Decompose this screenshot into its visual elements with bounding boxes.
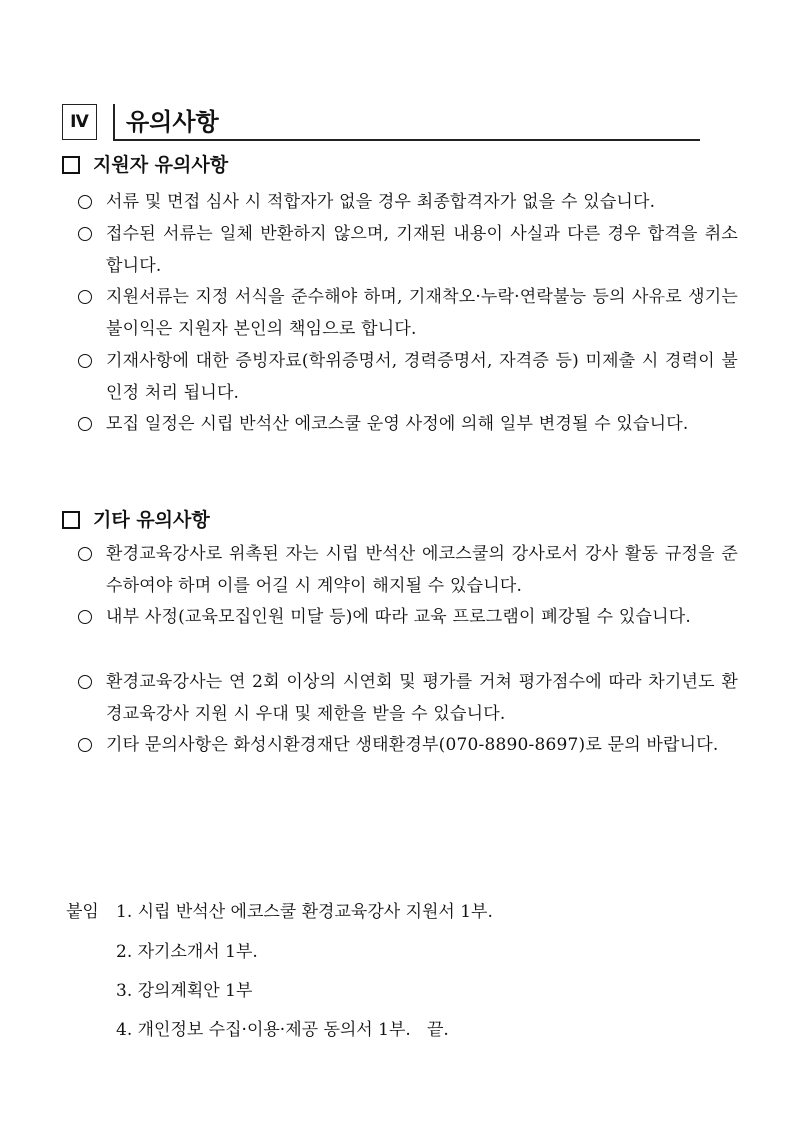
list-item <box>78 345 738 409</box>
attachment-item <box>116 1010 449 1050</box>
circle-bullet-icon <box>78 195 92 209</box>
list-item-text: 모집 일정은 시립 반석산 에코스쿨 운영 사정에 의해 일부 변경될 수 있습니다. <box>106 414 689 434</box>
circle-bullet-icon <box>78 738 92 752</box>
section-title: 유의사항 <box>126 108 219 136</box>
list-item <box>78 538 738 602</box>
section-number: Ⅳ <box>70 112 89 132</box>
attachment-item: 3. 강의계획안 1부 <box>116 981 253 1001</box>
circle-bullet-icon <box>78 227 92 241</box>
square-bullet-icon <box>62 511 80 529</box>
list-item <box>78 729 738 761</box>
list-item-text: 지원서류는 지정 서식을 준수해야 하며, 기재착오·누락·연락불능 등의 사유로 생기는 불이익은 지원자 본인의 책임으로 합니다. <box>106 287 738 339</box>
list-item-text: 환경교육강사로 위촉된 자는 시립 반석산 에코스쿨의 강사로서 강사 활동 규정을 준수하여야 하며 이를 어길 시 계약이 해지될 수 있습니다. <box>106 544 738 596</box>
attachment-item-text: 4. 개인정보 수집·이용·제공 동의서 1부. 끝. <box>116 1020 449 1040</box>
list-item <box>78 666 738 730</box>
circle-bullet-icon <box>78 290 92 304</box>
list-item-text: 기재사항에 대한 증빙자료(학위증명서, 경력증명서, 자격증 등) 미제출 시 경력이 불인정 처리 됩니다. <box>106 351 738 403</box>
list-item <box>78 601 738 633</box>
list-item <box>78 218 738 282</box>
square-bullet-icon <box>62 156 80 174</box>
circle-bullet-icon <box>78 675 92 689</box>
circle-bullet-icon <box>78 610 92 624</box>
circle-bullet-icon <box>78 547 92 561</box>
section-number-box <box>62 104 97 140</box>
attachments-label: 붙임 <box>66 902 99 922</box>
other-notes-heading <box>62 506 210 534</box>
list-item-text: 서류 및 면접 심사 시 적합자가 없을 경우 최종합격자가 없을 수 있습니다. <box>106 192 656 212</box>
circle-bullet-icon <box>78 417 92 431</box>
applicant-notes-heading <box>62 151 228 179</box>
applicant-notes-heading-text: 지원자 유의사항 <box>93 154 229 176</box>
list-item <box>78 281 738 345</box>
section-divider-bar <box>113 104 115 140</box>
list-item <box>78 408 738 440</box>
section-underline <box>113 139 700 141</box>
circle-bullet-icon <box>78 354 92 368</box>
list-item-text: 접수된 서류는 일체 반환하지 않으며, 기재된 내용이 사실과 다른 경우 합격을 취소합니다. <box>106 224 738 276</box>
attachment-item: 1. 시립 반석산 에코스쿨 환경교육강사 지원서 1부. <box>116 902 493 922</box>
attachment-item: 2. 자기소개서 1부. <box>116 942 258 962</box>
list-item-text: 환경교육강사는 연 2회 이상의 시연회 및 평가를 거쳐 평가점수에 따라 차기년도 환경교육강사 지원 시 우대 및 제한을 받을 수 있습니다. <box>106 672 738 724</box>
list-item <box>78 186 738 218</box>
other-notes-heading-text: 기타 유의사항 <box>93 509 210 531</box>
list-item-text: 내부 사정(교육모집인원 미달 등)에 따라 교육 프로그램이 폐강될 수 있습니다. <box>106 607 691 627</box>
list-item-text: 기타 문의사항은 화성시환경재단 생태환경부(070-8890-8697)로 문의 바랍니다. <box>106 735 719 755</box>
